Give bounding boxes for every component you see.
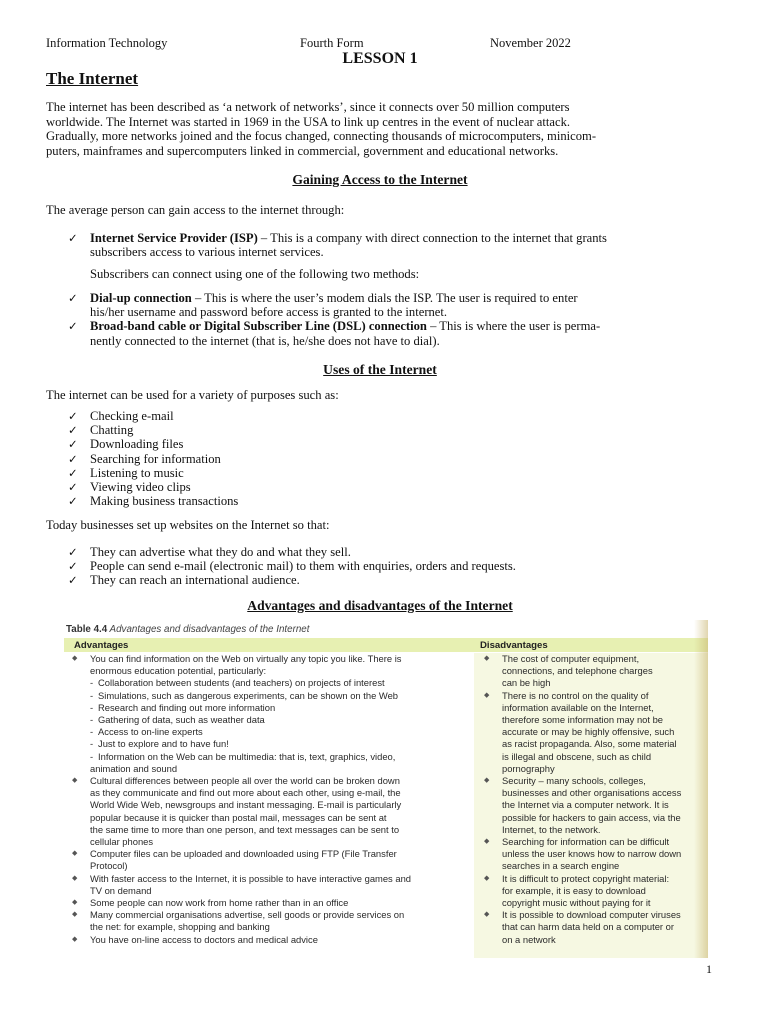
list-item — [68, 494, 718, 508]
table-line — [68, 714, 470, 726]
disadvantages-column — [474, 653, 708, 958]
table-line-text: Searching for information can be difficult — [502, 836, 670, 848]
advantages-column — [68, 653, 470, 946]
intro-line: puters, mainframes and supercomputers linked in commercial, government and educational networks. — [46, 143, 559, 158]
list-item-text: They can advertise what they do and what they sell. — [90, 545, 351, 559]
table-line-text: popular because it is quicker than postal mail, messages can be sent at — [90, 811, 387, 823]
list-item-text: Chatting — [90, 423, 134, 438]
diamond-bullet-icon: ◆ — [72, 935, 78, 943]
table-line-text: Some people can now work from home rather than in an office — [90, 897, 349, 909]
table-line — [68, 653, 470, 665]
checkmark-icon: ✓ — [68, 231, 78, 245]
intro-line: The internet has been described as ‘a network of networks’, since it connects over 50 million computers — [46, 100, 570, 114]
list-item — [68, 573, 718, 587]
table-line-text: It is possible to download computer viruses — [502, 909, 681, 921]
list-item-text: Making business transactions — [90, 494, 239, 509]
diamond-bullet-icon: ◆ — [72, 899, 78, 907]
table-line-text: connections, and telephone charges — [502, 665, 653, 677]
table-line — [480, 848, 708, 860]
checkmark-icon: ✓ — [68, 409, 78, 423]
list-item — [68, 559, 718, 573]
access-heading: Gaining Access to the Internet — [292, 172, 468, 187]
header-date: November 2022 — [490, 36, 571, 50]
dash-bullet-icon: - — [90, 750, 94, 762]
table-line-text: the net: for example, shopping and banking — [90, 921, 270, 933]
table-line-text: The cost of computer equipment, — [502, 653, 640, 664]
diamond-bullet-icon: ◆ — [72, 850, 78, 858]
checkmark-icon: ✓ — [68, 480, 78, 495]
table-line-text: Gathering of data, such as weather data — [98, 714, 265, 726]
table-line — [480, 653, 708, 665]
table-line — [480, 897, 708, 909]
table-line-text: can be high — [502, 677, 551, 689]
table-line — [68, 934, 470, 946]
access-lead: The average person can gain access to the internet through: — [46, 203, 345, 217]
list-item-text: Listening to music — [90, 465, 184, 480]
lesson-title: LESSON 1 — [342, 50, 418, 67]
dialup-term: Dial-up connection — [90, 291, 192, 305]
table-line — [68, 909, 470, 921]
table-line — [68, 836, 470, 848]
col-advantages: Advantages — [74, 640, 129, 651]
page-edge-shadow — [694, 620, 708, 958]
diamond-bullet-icon: ◆ — [484, 655, 490, 662]
table-line-text: Protocol) — [90, 860, 128, 872]
table-line — [480, 860, 708, 872]
table-line-text: is illegal and obscene, such as child — [502, 750, 652, 762]
isp-list — [68, 231, 718, 259]
table-line-text: that can harm data held on a computer or — [502, 921, 674, 933]
checkmark-icon: ✓ — [68, 291, 78, 305]
methods-list — [68, 291, 718, 348]
table-line — [480, 702, 708, 714]
checkmark-icon: ✓ — [68, 494, 78, 509]
list-item — [68, 545, 718, 559]
table-line — [480, 921, 708, 933]
table-line — [480, 775, 708, 787]
isp-term: Internet Service Provider (ISP) — [90, 231, 258, 245]
table-line — [480, 726, 708, 738]
table-line — [480, 751, 708, 763]
table-line — [480, 812, 708, 824]
table-line — [68, 763, 470, 775]
table-line — [68, 775, 470, 787]
table-line-text: animation and sound — [90, 762, 178, 774]
table-line-text: Information on the Web can be multimedia: that is, text, graphics, video, — [98, 750, 396, 762]
table-line-text: World Wide Web, newsgroups and instant messaging. E-mail is particularly — [90, 799, 402, 811]
checkmark-icon: ✓ — [68, 545, 78, 559]
checkmark-icon: ✓ — [68, 559, 78, 574]
table-line-text: Collaboration between students (and teachers) on projects of interest — [98, 677, 385, 689]
table-line-text: You can find information on the Web on virtually any topic you like. There is — [90, 653, 402, 664]
table-caption-text: Advantages and disadvantages of the Internet — [107, 624, 310, 635]
diamond-bullet-icon: ◆ — [72, 911, 78, 919]
table-line — [480, 763, 708, 775]
list-item — [68, 231, 718, 259]
isp-desc-cont: subscribers access to various internet services. — [90, 245, 324, 260]
table-line — [68, 799, 470, 811]
advdis-heading: Advantages and disadvantages of the Internet — [247, 598, 513, 613]
diamond-bullet-icon: ◆ — [72, 874, 78, 882]
list-item-text: People can send e-mail (electronic mail) to them with enquiries, orders and requests. — [90, 559, 516, 574]
table-line — [68, 787, 470, 799]
diamond-bullet-icon: ◆ — [72, 777, 78, 785]
table-line — [480, 665, 708, 677]
table-line-text: for example, it is easy to download — [502, 884, 646, 896]
table-line-text: Cultural differences between people all over the world can be broken down — [90, 775, 400, 787]
list-item — [68, 409, 718, 423]
table-line-text: information available on the Internet, — [502, 701, 654, 713]
table-line-text: as they communicate and find out more about each other, using e-mail, the — [90, 787, 401, 799]
broadband-term: Broad-band cable or Digital Subscriber Line (DSL) connection — [90, 319, 427, 334]
table-line — [480, 824, 708, 836]
table-line — [68, 677, 470, 689]
list-item-text: Searching for information — [90, 451, 221, 466]
diamond-bullet-icon: ◆ — [484, 777, 490, 785]
intro-paragraph — [46, 100, 726, 158]
table-line — [480, 934, 708, 946]
table-line-text: Research and finding out more information — [98, 701, 276, 713]
table-line-text: as racist propaganda. Also, some material — [502, 738, 677, 750]
list-item — [68, 423, 718, 437]
dash-bullet-icon: - — [90, 701, 94, 713]
checkmark-icon: ✓ — [68, 451, 78, 466]
table-line — [68, 702, 470, 714]
business-list — [68, 545, 718, 588]
page-title: The Internet — [46, 69, 139, 88]
table-line — [68, 860, 470, 872]
dialup-desc-cont: his/her username and password before access is granted to the internet. — [90, 305, 448, 320]
table-line-text: With faster access to the Internet, it is possible to have interactive games and — [90, 872, 411, 884]
table-line-text: Just to explore and to have fun! — [98, 738, 229, 750]
checkmark-icon: ✓ — [68, 465, 78, 480]
table-line-text: unless the user knows how to narrow down — [502, 848, 682, 860]
table-line — [480, 873, 708, 885]
table-line-text: possible for hackers to gain access, via the — [502, 811, 681, 823]
table-line-text: copyright music without paying for it — [502, 897, 651, 909]
table-line — [68, 726, 470, 738]
table-line-text: TV on demand — [90, 884, 152, 896]
table-line — [480, 690, 708, 702]
diamond-bullet-icon: ◆ — [484, 874, 490, 882]
table-line-text: There is no control on the quality of — [502, 689, 649, 701]
diamond-bullet-icon: ◆ — [484, 838, 490, 846]
table-line-text: enormous education potential, particularly: — [90, 665, 267, 677]
table-line-text: You have on-line access to doctors and medical advice — [90, 933, 318, 945]
list-item — [68, 466, 718, 480]
list-item — [68, 319, 718, 347]
dash-bullet-icon: - — [90, 714, 94, 726]
table-line-text: pornography — [502, 762, 555, 774]
table-line — [68, 824, 470, 836]
table-line-text: Computer files can be uploaded and downloaded using FTP (File Transfer — [90, 848, 397, 860]
table-line — [68, 897, 470, 909]
header-form: Fourth Form — [300, 36, 364, 50]
table-line — [68, 665, 470, 677]
table-number: Table 4.4 — [66, 624, 108, 635]
table-line-text: businesses and other organisations access — [502, 787, 682, 799]
table-line-text: on a network — [502, 933, 556, 945]
checkmark-icon: ✓ — [68, 319, 78, 334]
header-subject: Information Technology — [46, 36, 168, 50]
table-line — [480, 836, 708, 848]
page-number: 1 — [706, 962, 712, 976]
uses-list — [68, 409, 718, 508]
table-line — [480, 787, 708, 799]
list-item — [68, 452, 718, 466]
uses-heading: Uses of the Internet — [323, 362, 437, 377]
diamond-bullet-icon: ◆ — [484, 911, 490, 919]
table-line — [68, 848, 470, 860]
diamond-bullet-icon: ◆ — [484, 691, 490, 699]
dash-bullet-icon: - — [90, 689, 94, 701]
dash-bullet-icon: - — [90, 677, 94, 689]
table-line-text: Security – many schools, colleges, — [502, 775, 646, 787]
table-line-text: It is difficult to protect copyright material: — [502, 872, 670, 884]
table-line-text: Many commercial organisations advertise, sell goods or provide services on — [90, 909, 405, 921]
table-line — [480, 799, 708, 811]
table-line — [68, 690, 470, 702]
table-header-row — [64, 638, 708, 652]
table-line-text: accurate or may be highly offensive, such — [502, 726, 675, 738]
business-lead: Today businesses set up websites on the Internet so that: — [46, 518, 330, 532]
intro-line: worldwide. The Internet was started in 1969 in the USA to link up centres in the event of nuclear attack. — [46, 114, 571, 129]
dash-bullet-icon: - — [90, 738, 94, 750]
table-line — [480, 677, 708, 689]
list-item — [68, 291, 718, 319]
table-line — [68, 812, 470, 824]
advantages-table-image — [48, 620, 708, 958]
list-item-text: Checking e-mail — [90, 409, 174, 423]
table-line-text: the Internet via a computer network. It is — [502, 799, 669, 811]
table-line — [68, 751, 470, 763]
table-line — [68, 921, 470, 933]
list-item-text: Downloading files — [90, 437, 184, 452]
table-line — [68, 885, 470, 897]
list-item-text: They can reach an international audience. — [90, 573, 300, 588]
table-line — [68, 873, 470, 885]
dash-bullet-icon: - — [90, 726, 94, 738]
table-line — [480, 909, 708, 921]
intro-line: Gradually, more networks joined and the focus changed, connecting thousands of microcomputers, minicom- — [46, 129, 597, 144]
table-line-text: cellular phones — [90, 836, 154, 848]
table-line — [68, 738, 470, 750]
checkmark-icon: ✓ — [68, 423, 78, 438]
broadband-desc-cont: nently connected to the internet (that is, he/she does not have to dial). — [90, 333, 440, 348]
table-line — [480, 738, 708, 750]
diamond-bullet-icon: ◆ — [72, 655, 78, 662]
table-line-text: Internet, to the network. — [502, 823, 601, 835]
dialup-desc: – This is where the user’s modem dials the ISP. The user is required to enter — [191, 291, 578, 305]
checkmark-icon: ✓ — [68, 573, 78, 588]
table-line-text: therefore some information may not be — [502, 714, 664, 726]
table-caption — [66, 624, 309, 635]
list-item — [68, 480, 718, 494]
list-item — [68, 437, 718, 451]
methods-lead: Subscribers can connect using one of the following two methods: — [90, 267, 420, 281]
isp-desc: – This is a company with direct connection to the internet that grants — [257, 231, 607, 245]
col-disadvantages: Disadvantages — [480, 640, 548, 651]
broadband-desc: – This is where the user is perma- — [426, 319, 601, 334]
table-line — [480, 885, 708, 897]
table-line-text: Access to on-line experts — [98, 726, 203, 738]
table-line — [480, 714, 708, 726]
list-item-text: Viewing video clips — [90, 480, 191, 495]
table-line-text: Simulations, such as dangerous experiments, can be shown on the Web — [98, 689, 398, 701]
table-line-text: the same time to more than one person, and text messages can be sent to — [90, 823, 400, 835]
uses-lead: The internet can be used for a variety of purposes such as: — [46, 388, 339, 402]
table-line-text: searches in a search engine — [502, 860, 620, 872]
checkmark-icon: ✓ — [68, 437, 78, 452]
